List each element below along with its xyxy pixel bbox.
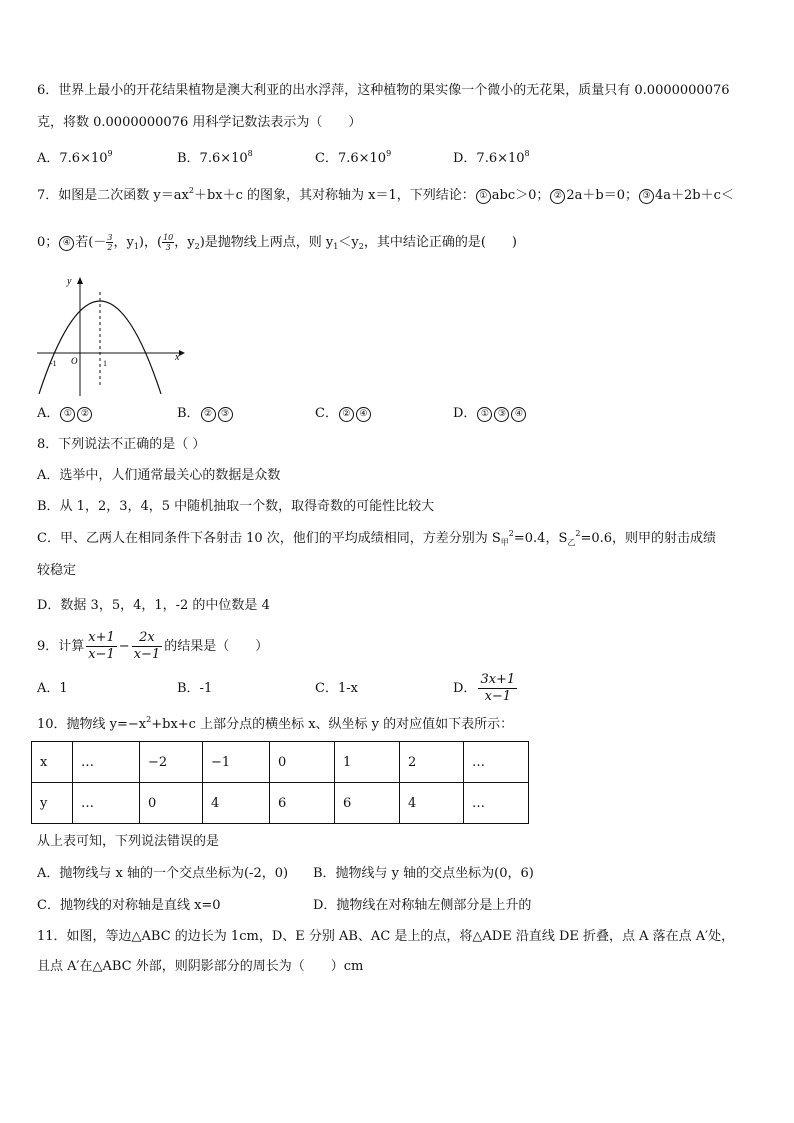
q10-title: 10．抛物线 $y=-x^2+bx+c$ 上部分点的横坐标 x、纵坐标 y 的对应值如下表所示：	[37, 715, 514, 732]
parabola-graph	[33, 272, 193, 402]
circled-1: ①	[476, 189, 491, 204]
circled-1: ①	[477, 407, 492, 422]
q10-option-c: C．抛物线的对称轴是直线 x=0	[37, 898, 221, 913]
q6-option-c: C．$7.6\times 10^9$	[315, 149, 392, 166]
q7-option-c: C． ② ④	[315, 405, 372, 423]
table-cell: −2	[140, 742, 203, 783]
circled-2: ②	[339, 407, 354, 422]
table-row-x	[32, 742, 529, 783]
q8-option-a: A．选举中，人们通常最关心的数据是众数	[37, 468, 281, 483]
circled-3: ③	[639, 189, 654, 204]
table-cell: …	[464, 742, 529, 783]
q10-after: 从上表可知，下列说法错误的是	[37, 834, 220, 849]
q8-title: 8．下列说法不正确的是（ ）	[37, 437, 206, 452]
q8-option-c-line1: C．甲、乙两人在相同条件下各射击 10 次，他们的平均成绩相同，方差分别为 $S_甲^2=0.4$，$S_乙^2=0.6$，则甲的射击成绩	[37, 529, 717, 547]
table-cell: 0	[270, 742, 335, 783]
y-axis-label: y	[67, 276, 72, 287]
q6-option-d: D．$7.6\times 10^8$	[453, 149, 530, 166]
q6-line1: 6．世界上最小的开花结果植物是澳大利亚的出水浮萍，这种植物的果实像一个微小的无花果，质量只有 0.0000000076	[37, 83, 730, 98]
tick-label-neg1: -1	[50, 359, 57, 368]
q7-line2: 0； ④ 若(－ $\frac{3}{2}$ ，$y_1$)，( $\frac{10}{3}$ ，$y_2$)是抛物线上两点，则 $y_1<y_2$，其中结论正确的是( )	[37, 233, 517, 252]
q9-option-d: D． $\frac{3x+1}{x-1}$	[453, 672, 516, 704]
table-cell: 2	[400, 742, 464, 783]
q11-line1: 11．如图，等边△ABC 的边长为 1cm，D、E 分别 AB、AC 是上的点，将△ADE 沿直线 DE 折叠，点 A 落在点 A′处，	[37, 929, 735, 944]
q11-line2: 且点 A′在△ABC 外部，则阴影部分的周长为（ ）cm	[37, 959, 364, 974]
q8-option-c-line2: 较稳定	[37, 563, 77, 578]
q7-option-b: B． ② ③	[177, 405, 234, 423]
circled-2: ②	[550, 189, 565, 204]
circled-4: ④	[59, 236, 74, 251]
table-cell: 4	[400, 783, 464, 824]
circled-2: ②	[77, 407, 92, 422]
circled-4: ④	[356, 407, 371, 422]
table-cell: …	[73, 783, 140, 824]
q6-line2: 克，将数 0.0000000076 用科学记数法表示为（ ）	[37, 115, 362, 130]
table-cell: y	[32, 783, 73, 824]
q7-line1: 7．如图是二次函数 $y=ax^2+bx+c$ 的图象，其对称轴为 x＝1，下列结论： ① abc＞0； ② 2a＋b＝0； ③ 4a＋2b＋c＜	[37, 186, 734, 203]
q7-option-a: A． ① ②	[37, 405, 93, 423]
fraction-3x-plus-1: $\frac{3x+1}{x-1}$	[480, 672, 516, 704]
circled-2: ②	[201, 407, 216, 422]
table-cell: 4	[203, 783, 270, 824]
circled-1: ①	[60, 407, 75, 422]
fraction-10-3: $\frac{10}{3}$	[163, 233, 174, 252]
table-cell: 1	[335, 742, 400, 783]
x-axis-arrow	[179, 350, 185, 356]
q8-option-d: D．数据 3，5，4，1，-2 的中位数是 4	[37, 598, 270, 613]
q7-option-d: D． ① ③ ④	[453, 405, 527, 423]
table-cell: 6	[270, 783, 335, 824]
q10-option-d: D．抛物线在对称轴左侧部分是上升的	[313, 898, 532, 913]
q6-option-b: B．$7.6\times 10^8$	[177, 149, 253, 166]
x-axis-label: x	[175, 352, 180, 363]
q9-option-c: C．1-x	[315, 681, 358, 696]
y-axis-arrow	[77, 277, 83, 284]
fraction-2x: $\frac{2x}{x-1}$	[133, 630, 161, 662]
q9-option-a: A．1	[37, 681, 68, 696]
table-cell: …	[464, 783, 529, 824]
q9-stem: 9．计算 $\frac{x+1}{x-1}$ − $\frac{2x}{x-1}$ 的结果是（ ）	[37, 630, 269, 662]
table-cell: −1	[203, 742, 270, 783]
q10-option-a: A．抛物线与 x 轴的一个交点坐标为(-2，0)	[37, 866, 289, 881]
value-table	[31, 741, 529, 824]
table-cell: 0	[140, 783, 203, 824]
fraction-x-plus-1: $\frac{x+1}{x-1}$	[88, 630, 115, 662]
fraction-3-2: $\frac{3}{2}$	[107, 233, 113, 252]
table-row-y	[32, 783, 529, 824]
circled-3: ③	[218, 407, 233, 422]
tick-label-1: 1	[103, 359, 107, 368]
q6-option-a: A．$7.6\times 10^9$	[37, 149, 113, 166]
q8-option-b: B．从 1，2，3，4，5 中随机抽取一个数，取得奇数的可能性比较大	[37, 499, 435, 514]
circled-4: ④	[511, 407, 526, 422]
q9-option-b: B．-1	[177, 681, 213, 696]
table-cell: 6	[335, 783, 400, 824]
table-cell: …	[73, 742, 140, 783]
table-cell: x	[32, 742, 73, 783]
circled-3: ③	[494, 407, 509, 422]
origin-label: O	[71, 356, 78, 366]
q10-option-b: B．抛物线与 y 轴的交点坐标为(0，6)	[313, 866, 534, 881]
